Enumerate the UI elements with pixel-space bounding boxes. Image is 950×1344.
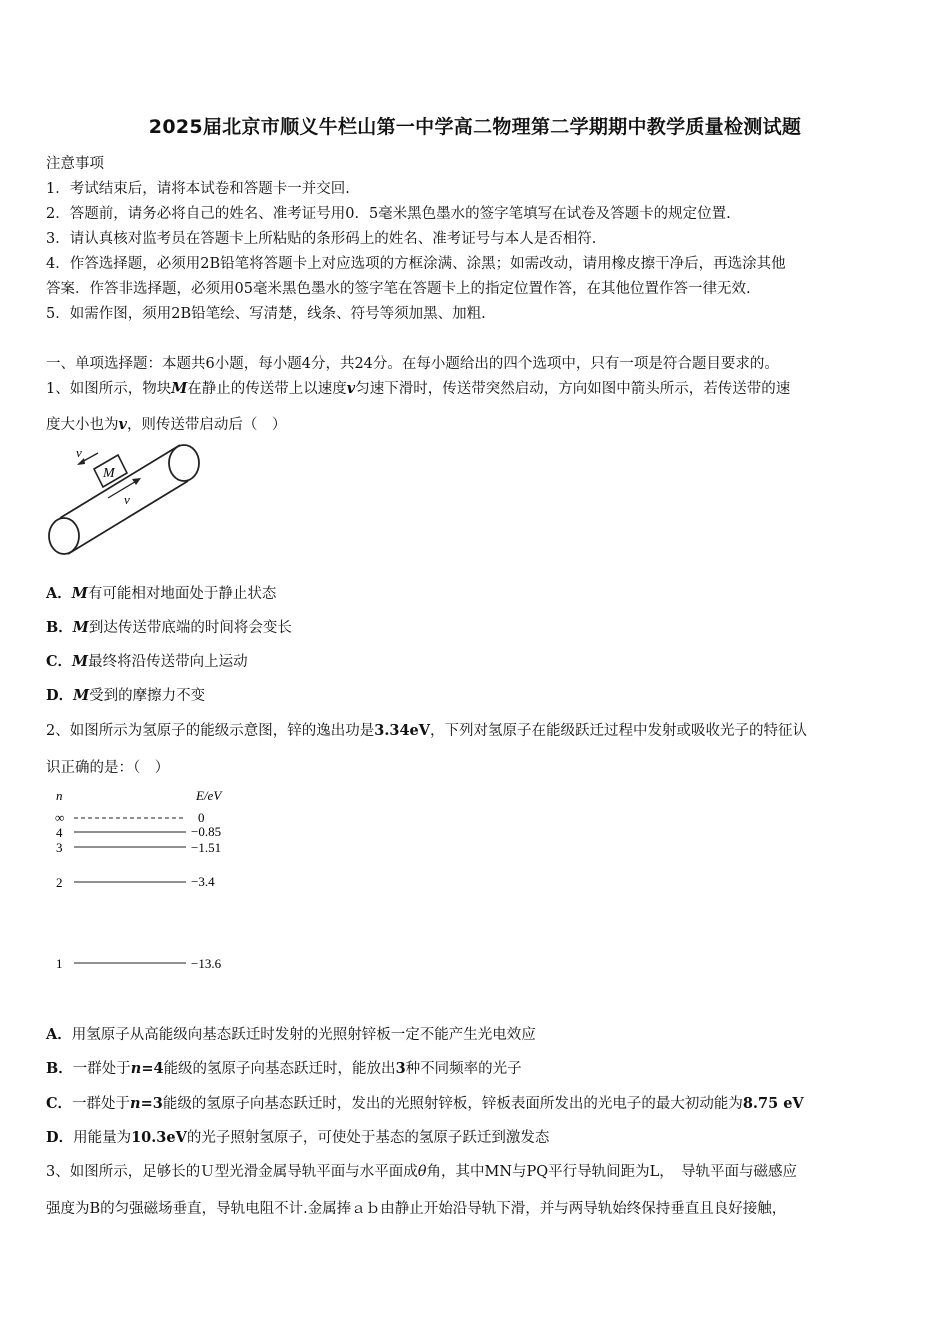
q1-var-v: v — [346, 380, 356, 397]
option-text: 一群处于 — [72, 1061, 131, 1077]
option-var: M — [71, 585, 88, 602]
q1-text-e: ，则传送带启动后（ ） — [126, 417, 287, 433]
option-text: 一群处于 — [72, 1096, 131, 1112]
q3-text-a: 3、如图所示，足够长的Ｕ型光滑金属导轨平面与水平面成 — [46, 1164, 418, 1180]
belt-direction-arrow — [108, 480, 138, 498]
q2-text-b: ，下列对氢原子在能级跃迁过程中发射或吸收光子的特征认 — [430, 723, 808, 739]
block-m-label: M — [103, 466, 115, 481]
q1-option-d[interactable] — [46, 684, 205, 705]
n-axis-label: n — [56, 788, 63, 803]
q1-stem-line1 — [46, 377, 790, 398]
q2-text-a: 2、如图所示为氢原子的能级示意图，锌的逸出功是 — [46, 723, 375, 739]
option-text: 最终将沿传送带向上运动 — [88, 654, 248, 670]
option-label: C． — [46, 653, 73, 670]
level-4-e: −0.85 — [191, 824, 222, 839]
option-label: D． — [46, 1129, 74, 1146]
option-label: A． — [46, 585, 72, 602]
conveyor-belt-figure — [40, 442, 210, 562]
option-text: 能级的氢原子向基态跃迁时，发出的光照射锌板，锌板表面所发出的光电子的最大初动能为 — [162, 1096, 743, 1112]
q1-text-a: 1、如图所示，物块 — [46, 381, 172, 397]
option-eq: =4 — [141, 1060, 164, 1077]
section-heading: 一、单项选择题：本题共6小题，每小题4分，共24分。在每小题给出的四个选项中，只有一项是符合题目要求的。 — [46, 356, 779, 372]
option-var: n — [130, 1060, 142, 1077]
notice-item-4: 4．作答选择题，必须用2B铅笔将答题卡上对应选项的方框涂满、涂黑；如需改动，请用橡皮擦干净后，再选涂其他 — [46, 256, 786, 272]
option-var: M — [72, 653, 89, 670]
arrow-head-icon-2 — [132, 478, 141, 485]
q1-option-c[interactable] — [46, 650, 248, 671]
q2-option-a[interactable] — [46, 1023, 536, 1044]
option-text: 能级的氢原子向基态跃迁时，能放出 — [163, 1061, 396, 1077]
option-label: B． — [46, 619, 73, 636]
page-title: 2025届北京市顺义牛栏山第一中学高二物理第二学期期中教学质量检测试题 — [148, 116, 802, 138]
belt-upper-roller — [169, 445, 199, 481]
level-2-e: −3.4 — [191, 874, 215, 889]
option-var: M — [73, 687, 90, 704]
option-num: 10.3eV — [131, 1129, 187, 1146]
option-label: D． — [46, 687, 74, 704]
option-text: 到达传送带底端的时间将会变长 — [88, 620, 292, 636]
e-axis-label: E/eV — [196, 788, 222, 803]
belt-lower-roller — [49, 518, 79, 554]
level-3-e: −1.51 — [191, 840, 222, 855]
notice-item-1: 1．考试结束后，请将本试卷和答题卡一并交回. — [46, 181, 350, 197]
level-1-e: −13.6 — [191, 956, 222, 971]
level-inf-n: ∞ — [55, 810, 65, 825]
option-num: 3 — [395, 1060, 406, 1077]
q1-option-b[interactable] — [46, 616, 292, 637]
q1-var-m: M — [171, 380, 188, 397]
level-inf-e: 0 — [198, 810, 205, 825]
level-3-n: 3 — [56, 840, 63, 855]
option-text: 受到的摩擦力不变 — [89, 688, 206, 704]
option-label: C． — [46, 1095, 73, 1112]
option-eq: =3 — [140, 1095, 163, 1112]
option-text: 用氢原子从高能级向基态跃迁时发射的光照射锌板一定不能产生光电效应 — [71, 1027, 536, 1043]
q2-work-function: 3.34eV — [374, 722, 431, 739]
level-4-n: 4 — [56, 825, 63, 840]
q1-text-c: 匀速下滑时，传送带突然启动，方向如图中箭头所示，若传送带的速 — [355, 381, 791, 397]
option-text: 的光子照射氢原子，可使处于基态的氢原子跃迁到激发态 — [186, 1130, 550, 1146]
notice-item-5: 5．如需作图，须用2B铅笔绘、写清楚，线条、符号等须加黑、加粗. — [46, 306, 486, 322]
q3-stem-line2: 强度为B的匀强磁场垂直，导轨电阻不计.金属捧ａｂ由静止开始沿导轨下滑，并与两导轨始终保持垂直且良好接触， — [46, 1201, 787, 1217]
q2-stem-line2: 识正确的是：（ ） — [46, 760, 170, 776]
q3-theta: θ — [417, 1164, 427, 1180]
q2-option-b[interactable] — [46, 1057, 522, 1078]
q1-text-d: 度大小也为 — [46, 417, 119, 433]
velocity-top-label: v — [76, 445, 82, 460]
notice-item-4-cont: 答案．作答非选择题，必须用05毫米黑色墨水的签字笔在答题卡上的指定位置作答，在其他位置作答一律无效. — [46, 281, 751, 297]
level-2-n: 2 — [56, 875, 63, 890]
q1-text-b: 在静止的传送带上以速度 — [187, 381, 347, 397]
q2-stem-line1 — [46, 719, 807, 740]
option-var: M — [72, 619, 89, 636]
level-1-n: 1 — [56, 956, 63, 971]
option-var: n — [130, 1095, 141, 1112]
q1-var-v2: v — [118, 416, 127, 433]
q3-text-b: 角，其中MN与PQ平行导轨间距为L， 导轨平面与磁感应 — [426, 1164, 798, 1180]
option-num: 8.75 eV — [742, 1095, 804, 1112]
q1-stem-line2 — [46, 413, 286, 434]
option-label: B． — [46, 1060, 73, 1077]
velocity-bottom-label: v — [124, 492, 130, 507]
notice-item-2: 2．答题前，请务必将自己的姓名、准考证号用0．5毫米黑色墨水的签字笔填写在试卷及答题卡的规定位置. — [46, 206, 731, 222]
q3-stem-line1 — [46, 1160, 797, 1181]
option-label: A． — [46, 1026, 72, 1043]
option-text: 有可能相对地面处于静止状态 — [87, 586, 277, 602]
q2-option-d[interactable] — [46, 1126, 549, 1147]
energy-level-diagram — [46, 782, 246, 978]
notice-heading: 注意事项 — [46, 156, 104, 172]
q1-option-a[interactable] — [46, 582, 276, 603]
q2-option-c[interactable] — [46, 1092, 804, 1113]
notice-item-3: 3．请认真核对监考员在答题卡上所粘贴的条形码上的姓名、准考证号与本人是否相符. — [46, 231, 597, 247]
option-text: 种不同频率的光子 — [405, 1061, 522, 1077]
option-text: 用能量为 — [73, 1130, 132, 1146]
